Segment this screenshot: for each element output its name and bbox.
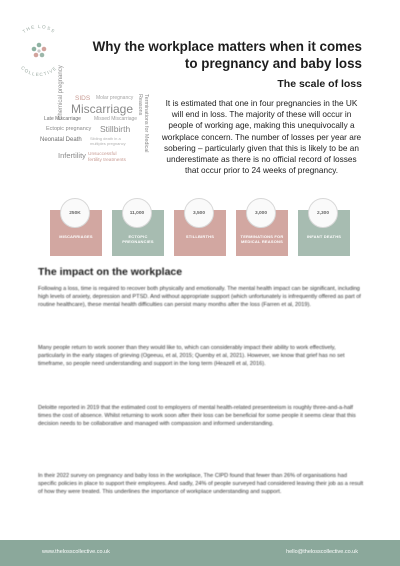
- stat-value: 11,000: [122, 198, 152, 228]
- word-sids: SIDS: [75, 95, 91, 102]
- logo-text-bottom: COLLECTIVE: [20, 65, 58, 78]
- word-sibling-death: Sibling death in a multiples pregnancy: [90, 136, 126, 146]
- logo-text-top: THE LOSS: [21, 23, 57, 35]
- loss-statistics: [50, 198, 350, 256]
- footer-website-link[interactable]: www.thelosscollective.co.uk: [42, 549, 110, 555]
- stat-infant-deaths: [298, 210, 350, 256]
- svg-text:THE LOSS: [22, 24, 57, 34]
- word-late-miscarriage: Late Miscarriage: [44, 116, 81, 122]
- section-title-impact: The impact on the workplace: [38, 266, 183, 278]
- word-ectopic-pregnancy: Ectopic pregnancy: [46, 126, 92, 132]
- word-miscarriage: Miscarriage: [71, 102, 134, 116]
- intro-paragraph: It is estimated that one in four pregnancies in the UK will end in loss. The majority of these will occur in people of working age, making this unequivocally a workplace concern. The number of losses per year are sobering – particularly given that this is likely to be an underestimate as there is no official record of losses that occur prior to 24 weeks of pregnancy.: [161, 99, 362, 176]
- word-stillbirth: Stillbirth: [100, 124, 131, 134]
- stat-label: INFANT DEATHS: [306, 234, 342, 239]
- impact-paragraph: In their 2022 survey on pregnancy and baby loss in the workplace, The CIPD found that fewer than 26% of organisations had specific policies in place to support their employees. And sadly, 24% of people surveyed had considered leaving their job as a result of how they were treated. This underlines the importance of workplace understanding and support.: [38, 473, 364, 496]
- word-chemical-pregnancy: Chemical pregnancy: [58, 65, 64, 120]
- stat-label: ECTOPIC PREGNANCIES: [122, 234, 154, 244]
- stat-value: 3,000: [246, 198, 276, 228]
- word-neonatal-death: Neonatal Death: [40, 137, 82, 143]
- logo-flower-icon: [32, 43, 47, 58]
- stat-value: 3,500: [184, 198, 214, 228]
- page-title: Why the workplace matters when it comes to pregnancy and baby loss: [92, 39, 362, 71]
- impact-paragraph: Deloitte reported in 2019 that the estimated cost to employers of mental health-related presenteeism is roughly three-and-a-half times the cost of absence. Whilst returning to work soon after their loss can be beneficial for some people it seems clear that this decision needs to be collaborative and managed with compassion and informed understanding.: [38, 405, 356, 428]
- word-unsuccessful-fertility: Unsuccessful fertility treatments: [88, 152, 126, 163]
- section-title-scale-of-loss: The scale of loss: [277, 78, 362, 90]
- stat-value: 2,300: [308, 198, 338, 228]
- stat-value: 250K: [60, 198, 90, 228]
- stat-miscarriages: [50, 210, 102, 256]
- stat-stillbirths: [174, 210, 226, 256]
- stat-ectopic: [112, 210, 164, 256]
- word-missed-miscarriage: Missed Miscarriage: [94, 116, 138, 122]
- stat-label: MISCARRIAGES: [59, 234, 93, 239]
- footer: [0, 540, 400, 566]
- word-terminations: Terminations for Medical Reasons: [136, 94, 149, 153]
- footer-email-link[interactable]: hello@thelosscollective.co.uk: [286, 549, 358, 555]
- word-infertility: Infertility: [58, 151, 86, 160]
- word-molar-pregnancy: Molar pregnancy: [96, 95, 134, 101]
- stat-terminations: [236, 210, 288, 256]
- svg-text:COLLECTIVE: [20, 65, 58, 77]
- impact-paragraph: Many people return to work sooner than they would like to, which can considerably impact their ability to work effectively, particularly in the early stages of grieving (Ogeeuu, et al, 2015; Quenby et al, 2021). However, we know that grief has no set timeframe, so people need understanding and support in the long term (Heazell et al, 2016).: [38, 345, 345, 368]
- stat-label: STILLBIRTHS: [185, 234, 215, 239]
- stat-label: TERMINATIONS FOR MEDICAL REASONS: [240, 234, 284, 244]
- impact-paragraph: Following a loss, time is required to recover both physically and emotionally. The mental health impact can be significant, including high levels of anxiety, depression and PTSD. And without appropriate support (which unfortunately is infrequently offered as part of routine healthcare), these mental health difficulties can persist many months after the loss (Farren et al, 2019).: [38, 286, 361, 309]
